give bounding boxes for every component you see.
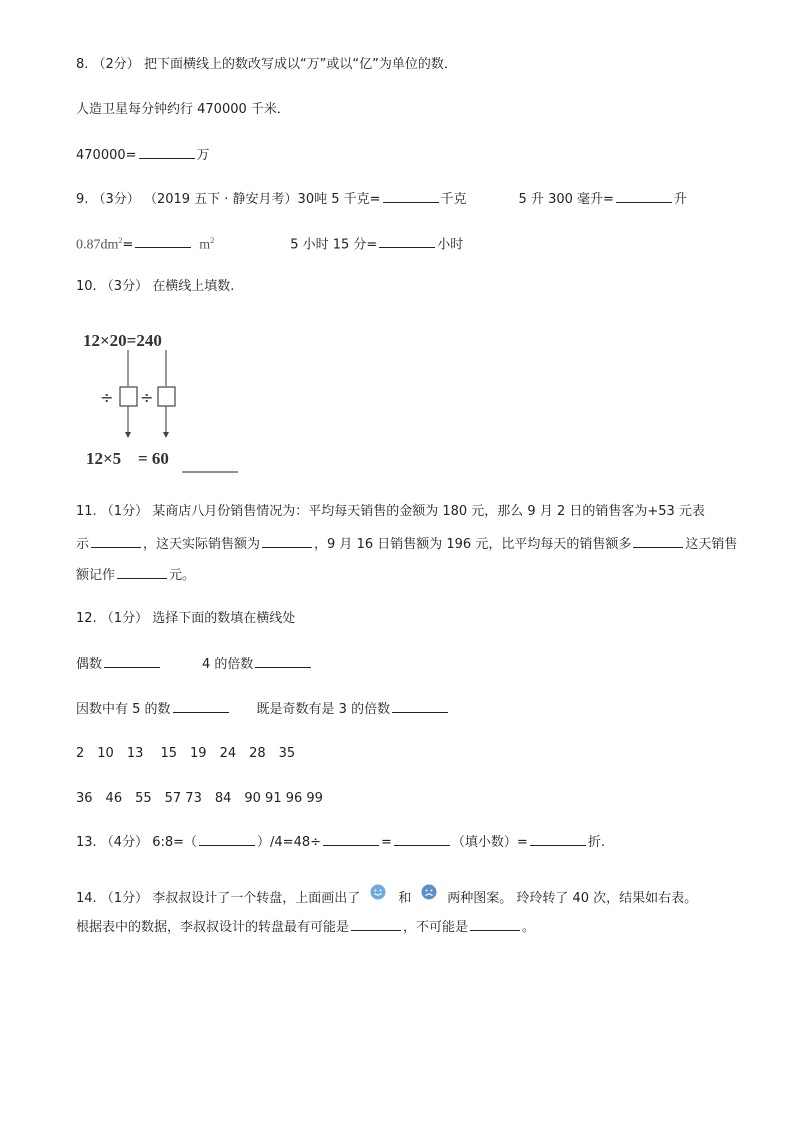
- q9-area-eq: =: [122, 237, 134, 253]
- q12-even-label: 偶数: [76, 657, 103, 672]
- q9-part4: 5 小时 15 分=: [290, 237, 378, 253]
- q14-line2: [76, 917, 535, 937]
- q11-blank-3[interactable]: [633, 534, 683, 548]
- q11-line2-a: 示: [76, 537, 90, 552]
- q13-blank-1[interactable]: [199, 832, 255, 846]
- q8-answer-suffix: 万: [196, 148, 210, 163]
- q14-line1: [76, 884, 697, 908]
- q12-blank-factor5[interactable]: [173, 699, 229, 713]
- q14-blank-2[interactable]: [470, 917, 520, 931]
- q10-box-1[interactable]: [120, 387, 137, 406]
- q12-factor5-label: 因数中有 5 的数: [76, 702, 171, 717]
- q13-blank-3[interactable]: [394, 832, 450, 846]
- q14-and: 和: [398, 891, 412, 906]
- q9-unit4: 小时: [437, 237, 464, 253]
- q11-line2-c: ，9 月 16 日销售额为 196 元，比平均每天的销售额多: [314, 537, 632, 552]
- q14-rest: 两种图案。 玲玲转了 40 次，结果如右表。: [447, 891, 698, 906]
- q14-blank-1[interactable]: [351, 917, 401, 931]
- q12-blank-even[interactable]: [104, 654, 160, 668]
- q13-head: 13. （4分） 6:8=（: [76, 835, 198, 850]
- q9-line1: [76, 189, 687, 209]
- q8-blank[interactable]: [139, 145, 195, 159]
- q14-line2-b: ，不可能是: [403, 920, 469, 935]
- q8-answer-prefix: 470000=: [76, 148, 137, 163]
- q11-blank-4[interactable]: [117, 565, 167, 579]
- q13-line: [76, 832, 605, 852]
- q9-blank-1[interactable]: [383, 189, 439, 203]
- q11-line3: [76, 565, 195, 585]
- q10-box-2[interactable]: [158, 387, 175, 406]
- q12-numbers-row1: 2 10 13 15 19 24 28 35: [76, 746, 296, 761]
- q12-heading: 12. （1分） 选择下面的数填在横线处: [76, 611, 296, 626]
- q11-line2: [76, 534, 737, 554]
- q12-multiple4-label: 4 的倍数: [202, 657, 254, 672]
- q11-blank-2[interactable]: [262, 534, 312, 548]
- q14-line2-a: 根据表中的数据，李叔叔设计的转盘最有可能是: [76, 920, 350, 935]
- q10-heading: 10. （3分） 在横线上填数.: [76, 279, 235, 294]
- q10-divide-2: ÷: [140, 388, 154, 407]
- q9-area-sup: 2: [118, 236, 123, 245]
- q12-numbers-row2: 36 46 55 57 73 84 90 91 96 99: [76, 791, 323, 806]
- q12-row2: [76, 699, 450, 719]
- q13-mid3: （填小数）=: [451, 835, 528, 850]
- q8-heading: 8. （2分） 把下面横线上的数改写成以“万”或以“亿”为单位的数．: [76, 57, 457, 72]
- q9-line2: [76, 232, 463, 254]
- q10-divide-1: ÷: [100, 388, 114, 407]
- q12-odd3-label: 既是奇数有是 3 的倍数: [256, 702, 391, 717]
- smiley-face-icon: [370, 884, 386, 900]
- q9-heading: 9. （3分） （2019 五下 · 静安月考）30吨 5 千克=: [76, 192, 381, 207]
- q9-area-unit: m: [199, 237, 211, 253]
- q12-blank-multiple4[interactable]: [255, 654, 311, 668]
- q8-answer-line: [76, 145, 210, 165]
- q13-mid1: ）/4=48÷: [257, 835, 322, 850]
- q11-blank-1[interactable]: [91, 534, 141, 548]
- q9-part2: 5 升 300 毫升=: [518, 192, 614, 207]
- q12-row1: [76, 654, 313, 674]
- q9-area-unit-sup: 2: [210, 236, 215, 245]
- q10-diagram: [80, 326, 240, 476]
- q9-area-value: 0.87dm: [76, 237, 119, 253]
- q10-arrowhead-1: [125, 432, 131, 438]
- q11-line3-b: 元。: [169, 568, 196, 583]
- q14-line2-c: 。: [522, 920, 536, 935]
- q13-blank-4[interactable]: [530, 832, 586, 846]
- q10-top-equation: 12×20=240: [83, 331, 162, 350]
- q10-bottom-left: 12×5: [86, 449, 122, 468]
- q13-end: 折.: [587, 835, 605, 850]
- q11-line3-a: 额记作: [76, 568, 116, 583]
- q11-line1: 11. （1分） 某商店八月份销售情况为：平均每天销售的金额为 180 元，那么 9 月 2 日的销售客为+53 元表: [76, 504, 705, 519]
- q10-arrowhead-2: [163, 432, 169, 438]
- q11-line2-d: 这天销售: [685, 537, 738, 552]
- q14-head: 14. （1分） 李叔叔设计了一个转盘，上面画出了: [76, 891, 361, 906]
- q9-unit2: 升: [673, 192, 687, 207]
- q9-unit1: 千克: [440, 192, 467, 207]
- q13-mid2: =: [381, 835, 392, 850]
- q9-blank-3[interactable]: [135, 234, 191, 248]
- q11-line2-b: ，这天实际销售额为: [143, 537, 261, 552]
- q9-blank-4[interactable]: [379, 234, 435, 248]
- q12-blank-odd3[interactable]: [392, 699, 448, 713]
- q9-blank-2[interactable]: [616, 189, 672, 203]
- q8-text: 人造卫星每分钟约行 470000 千米．: [76, 102, 290, 117]
- q13-blank-2[interactable]: [323, 832, 379, 846]
- q10-bottom-right: = 60: [138, 449, 169, 468]
- sad-face-icon: [421, 884, 437, 900]
